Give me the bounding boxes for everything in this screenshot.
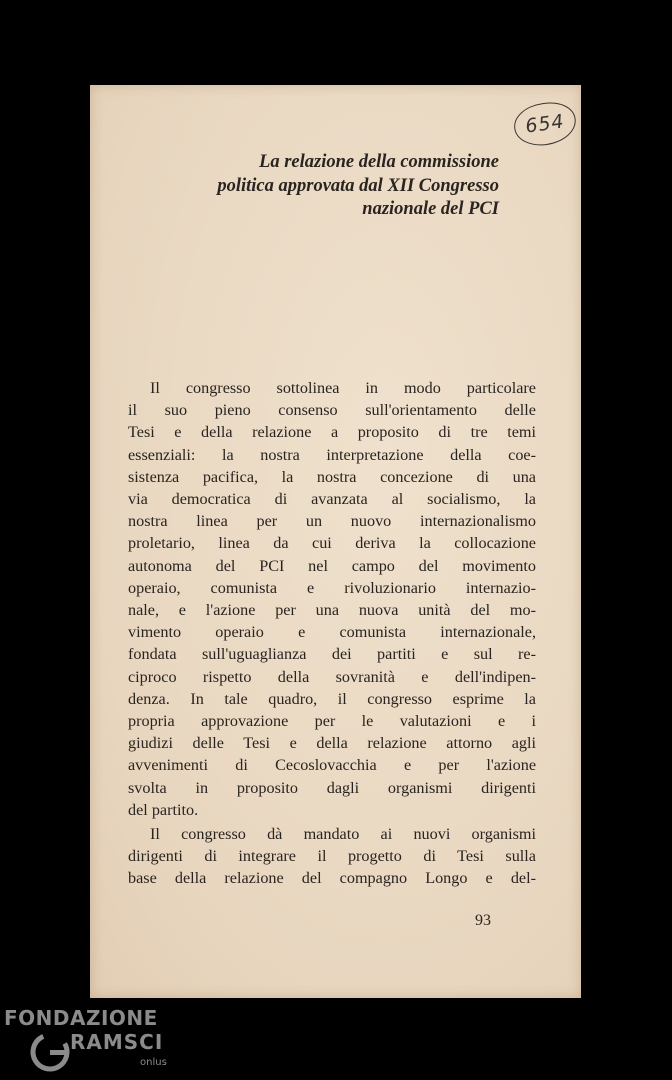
text-line: Il congresso sottolinea in modo particolare — [150, 379, 536, 397]
paragraph-2 — [128, 823, 536, 890]
text-line: nale, e l'azione per una nuova unità del mo- — [128, 601, 536, 620]
text-line: giudizi delle Tesi e della relazione attorno agli — [128, 734, 536, 753]
section-heading — [217, 151, 499, 222]
heading-line: La relazione della commissione — [259, 152, 499, 172]
text-line: ciproco rispetto della sovranità e dell'indipen- — [128, 667, 536, 686]
text-line: fondata sull'uguaglianza dei partiti e sul re- — [128, 645, 536, 664]
gramsci-g-mark-icon — [28, 1030, 74, 1076]
paragraph-1 — [128, 377, 536, 821]
text-line: Tesi e della relazione a proposito di tre temi — [128, 423, 536, 442]
book-page — [90, 85, 581, 998]
heading-line: nazionale del PCI — [362, 199, 499, 219]
text-line: autonoma del PCI nel campo del movimento — [128, 556, 536, 575]
text-line: sistenza pacifica, la nostra concezione di una — [128, 467, 536, 486]
text-line: dirigenti di integrare il progetto di Tesi sulla — [128, 847, 536, 866]
logo-line-1: FONDAZIONE — [4, 1006, 158, 1030]
text-line: via democratica di avanzata al socialismo, la — [128, 490, 536, 509]
text-line: denza. In tale quadro, il congresso esprime la — [128, 689, 536, 708]
body-text — [128, 377, 536, 890]
logo-line-2: RAMSCI — [70, 1030, 164, 1054]
text-line: essenziali: la nostra interpretazione della coe- — [128, 445, 536, 464]
text-line: propria approvazione per le valutazioni e i — [128, 712, 536, 731]
handwritten-page-annotation: 654 — [511, 99, 578, 149]
heading-line: politica approvata dal XII Congresso — [217, 175, 499, 196]
text-line: Il congresso dà mandato ai nuovi organismi — [150, 825, 536, 844]
text-line: del partito. — [128, 800, 199, 819]
fondazione-gramsci-logo — [4, 1006, 167, 1076]
logo-suffix: onlus — [140, 1057, 167, 1068]
text-line: operaio, comunista e rivoluzionario internazio- — [128, 578, 536, 597]
page-number: 93 — [475, 912, 491, 929]
text-line: nostra linea per un nuovo internazionalismo — [128, 512, 536, 531]
text-line: il suo pieno consenso sull'orientamento delle — [128, 401, 536, 420]
text-line: avvenimenti di Cecoslovacchia e per l'azione — [128, 756, 536, 775]
text-line: svolta in proposito dagli organismi dirigenti — [128, 778, 536, 797]
text-line: vimento operaio e comunista internazionale, — [128, 623, 536, 642]
text-line: proletario, linea da cui deriva la collocazione — [128, 534, 536, 553]
text-line: base della relazione del compagno Longo e del- — [128, 869, 536, 888]
